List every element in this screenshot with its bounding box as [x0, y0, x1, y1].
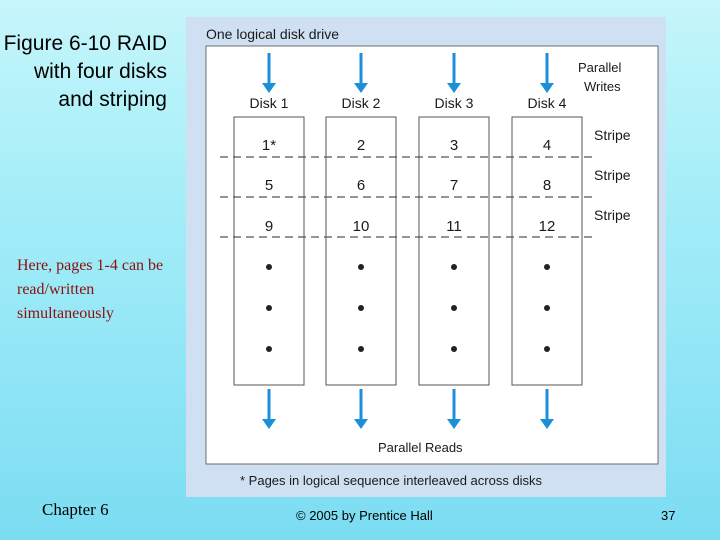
disk-label: Disk 3: [434, 95, 474, 111]
slide-title: Figure 6-10 RAID with four disks and striping: [3, 32, 167, 111]
parallel-reads-label: Parallel Reads: [378, 440, 463, 455]
parallel-writes-label-2: Writes: [584, 79, 621, 94]
disk-label: Disk 1: [249, 95, 289, 111]
page-cell: 3: [449, 137, 459, 154]
page-cell: 2: [356, 137, 366, 154]
continuation-dot: [451, 305, 457, 311]
stripe-label: Stripe: [594, 167, 631, 183]
disk-label: Disk 2: [341, 95, 381, 111]
page-cell: 5: [264, 177, 274, 194]
page-cell: 4: [542, 137, 552, 154]
continuation-dot: [544, 346, 550, 352]
page-cell: 8: [542, 177, 552, 194]
disk-label: Disk 4: [527, 95, 567, 111]
page-cell: 6: [356, 177, 366, 194]
disk-column: [326, 117, 396, 385]
stripe-label: Stripe: [594, 127, 631, 143]
continuation-dot: [544, 264, 550, 270]
continuation-dot: [358, 264, 364, 270]
copyright-text: © 2005 by Prentice Hall: [296, 508, 433, 523]
page-cell: 11: [446, 218, 462, 235]
continuation-dot: [358, 305, 364, 311]
note-text: Here, pages 1-4 can be read/written simultaneously: [17, 257, 164, 322]
parallel-writes-label-1: Parallel: [578, 60, 622, 75]
page-cell: 1*: [261, 137, 277, 154]
continuation-dot: [266, 346, 272, 352]
continuation-dot: [451, 264, 457, 270]
raid-diagram-svg: [186, 17, 666, 497]
chapter-label: Chapter 6: [42, 500, 109, 519]
stripe-labels: [594, 127, 631, 223]
page-cell: 10: [352, 218, 370, 235]
continuation-dot: [544, 305, 550, 311]
disk-column: [234, 117, 304, 385]
raid-figure: [186, 17, 666, 497]
continuation-dot: [266, 305, 272, 311]
continuation-dot: [451, 346, 457, 352]
page-cell: 12: [538, 218, 556, 235]
footnote-text: * Pages in logical sequence interleaved across disks: [240, 473, 543, 488]
continuation-dot: [266, 264, 272, 270]
continuation-dot: [358, 346, 364, 352]
diagram-heading: One logical disk drive: [206, 26, 340, 42]
page-cell: 9: [264, 218, 274, 235]
page-cell: 7: [449, 177, 459, 194]
stripe-label: Stripe: [594, 207, 631, 223]
page-number: 37: [661, 508, 676, 523]
